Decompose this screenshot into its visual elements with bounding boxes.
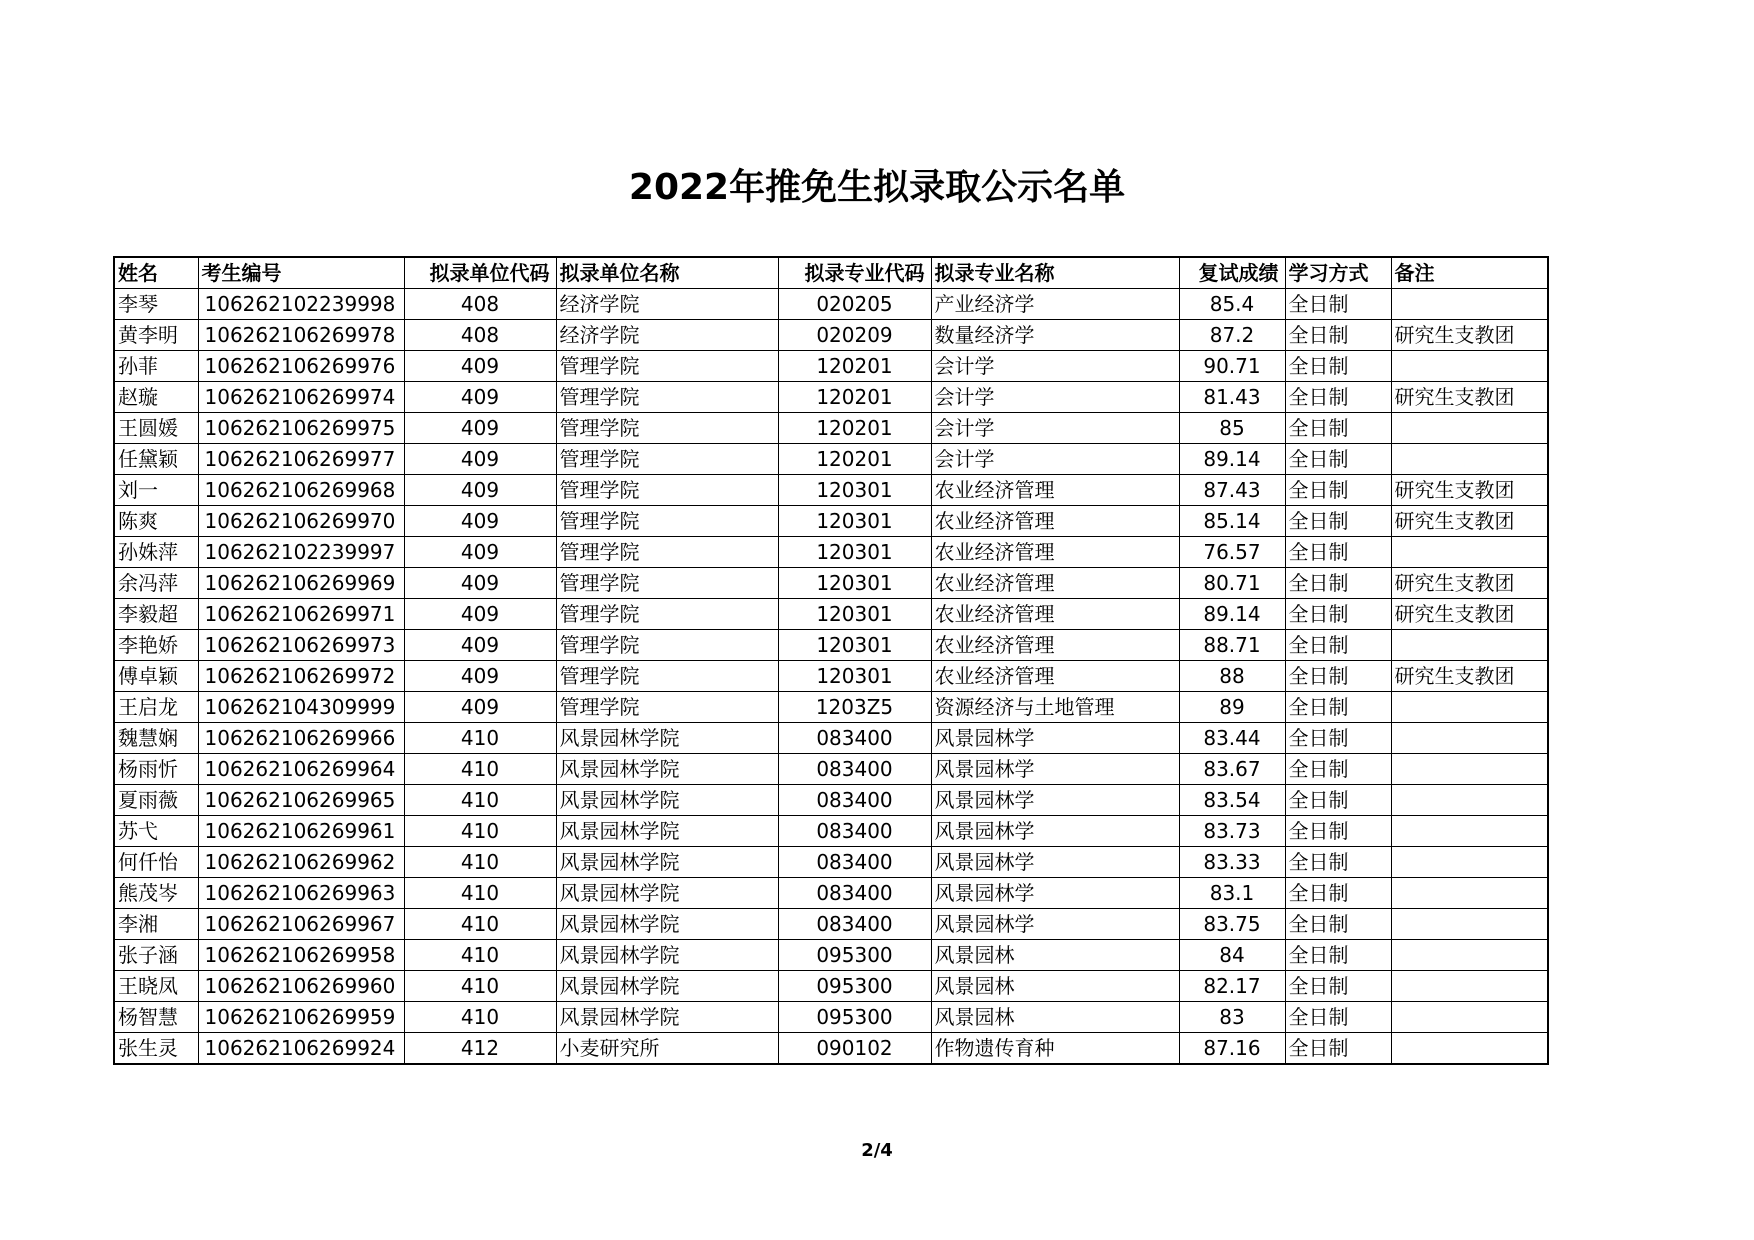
table-row	[114, 785, 1548, 816]
cell-unit-name: 管理学院	[556, 537, 778, 568]
cell-name: 王圆媛	[114, 413, 198, 444]
cell-major-code: 083400	[778, 847, 931, 878]
cell-major-name: 风景园林	[931, 1002, 1179, 1033]
cell-name: 李湘	[114, 909, 198, 940]
cell-name: 杨智慧	[114, 1002, 198, 1033]
cell-candidate-id: 106262106269975	[198, 413, 404, 444]
cell-major-name: 风景园林	[931, 971, 1179, 1002]
cell-retest-score: 88.71	[1179, 630, 1285, 661]
cell-unit-code: 410	[404, 940, 556, 971]
cell-unit-name: 经济学院	[556, 320, 778, 351]
cell-major-code: 120301	[778, 537, 931, 568]
cell-name: 孙菲	[114, 351, 198, 382]
cell-unit-code: 409	[404, 537, 556, 568]
cell-study-mode: 全日制	[1285, 444, 1391, 475]
cell-remarks	[1391, 785, 1548, 816]
cell-major-name: 风景园林学	[931, 754, 1179, 785]
cell-remarks	[1391, 537, 1548, 568]
cell-remarks	[1391, 816, 1548, 847]
cell-retest-score: 76.57	[1179, 537, 1285, 568]
cell-unit-code: 408	[404, 320, 556, 351]
cell-retest-score: 90.71	[1179, 351, 1285, 382]
table-row	[114, 630, 1548, 661]
cell-major-name: 农业经济管理	[931, 506, 1179, 537]
cell-retest-score: 83.1	[1179, 878, 1285, 909]
cell-name: 余冯萍	[114, 568, 198, 599]
cell-name: 李毅超	[114, 599, 198, 630]
cell-unit-name: 管理学院	[556, 444, 778, 475]
cell-unit-code: 409	[404, 692, 556, 723]
cell-unit-code: 409	[404, 413, 556, 444]
cell-name: 张子涵	[114, 940, 198, 971]
cell-candidate-id: 106262104309999	[198, 692, 404, 723]
cell-unit-code: 410	[404, 1002, 556, 1033]
cell-study-mode: 全日制	[1285, 878, 1391, 909]
cell-unit-name: 风景园林学院	[556, 940, 778, 971]
cell-major-code: 120201	[778, 351, 931, 382]
table-header-row	[114, 257, 1548, 289]
cell-study-mode: 全日制	[1285, 754, 1391, 785]
cell-candidate-id: 106262106269968	[198, 475, 404, 506]
cell-name: 熊茂岑	[114, 878, 198, 909]
cell-name: 任黛颖	[114, 444, 198, 475]
cell-remarks	[1391, 909, 1548, 940]
cell-unit-name: 管理学院	[556, 382, 778, 413]
table-row	[114, 909, 1548, 940]
cell-unit-name: 风景园林学院	[556, 754, 778, 785]
cell-unit-name: 管理学院	[556, 599, 778, 630]
cell-unit-code: 409	[404, 506, 556, 537]
cell-unit-code: 410	[404, 878, 556, 909]
cell-study-mode: 全日制	[1285, 289, 1391, 320]
cell-unit-name: 风景园林学院	[556, 909, 778, 940]
cell-candidate-id: 106262106269976	[198, 351, 404, 382]
cell-unit-code: 408	[404, 289, 556, 320]
cell-study-mode: 全日制	[1285, 630, 1391, 661]
table-row	[114, 568, 1548, 599]
table-row	[114, 940, 1548, 971]
table-body	[114, 289, 1548, 1065]
cell-remarks	[1391, 630, 1548, 661]
cell-major-code: 083400	[778, 816, 931, 847]
cell-remarks	[1391, 1002, 1548, 1033]
cell-unit-name: 管理学院	[556, 692, 778, 723]
cell-name: 夏雨薇	[114, 785, 198, 816]
cell-remarks	[1391, 847, 1548, 878]
cell-remarks	[1391, 351, 1548, 382]
cell-unit-code: 410	[404, 971, 556, 1002]
cell-retest-score: 87.43	[1179, 475, 1285, 506]
cell-major-name: 产业经济学	[931, 289, 1179, 320]
table-row	[114, 723, 1548, 754]
cell-candidate-id: 106262106269964	[198, 754, 404, 785]
cell-remarks	[1391, 940, 1548, 971]
cell-name: 王晓凤	[114, 971, 198, 1002]
cell-study-mode: 全日制	[1285, 382, 1391, 413]
table-row	[114, 444, 1548, 475]
cell-unit-name: 管理学院	[556, 413, 778, 444]
cell-unit-name: 管理学院	[556, 661, 778, 692]
cell-major-name: 风景园林学	[931, 816, 1179, 847]
cell-major-name: 风景园林学	[931, 723, 1179, 754]
cell-major-code: 095300	[778, 1002, 931, 1033]
cell-major-code: 120301	[778, 475, 931, 506]
cell-retest-score: 83.75	[1179, 909, 1285, 940]
header-major-code: 拟录专业代码	[778, 257, 931, 289]
cell-candidate-id: 106262106269967	[198, 909, 404, 940]
cell-study-mode: 全日制	[1285, 692, 1391, 723]
header-major-name: 拟录专业名称	[931, 257, 1179, 289]
cell-unit-name: 小麦研究所	[556, 1033, 778, 1065]
cell-name: 何仟怡	[114, 847, 198, 878]
cell-unit-name: 管理学院	[556, 506, 778, 537]
cell-remarks	[1391, 971, 1548, 1002]
cell-unit-name: 风景园林学院	[556, 816, 778, 847]
cell-name: 魏慧娴	[114, 723, 198, 754]
table-row	[114, 816, 1548, 847]
cell-major-name: 农业经济管理	[931, 630, 1179, 661]
cell-unit-code: 409	[404, 661, 556, 692]
cell-candidate-id: 106262106269970	[198, 506, 404, 537]
header-name: 姓名	[114, 257, 198, 289]
cell-unit-name: 风景园林学院	[556, 971, 778, 1002]
cell-major-code: 083400	[778, 754, 931, 785]
cell-remarks	[1391, 289, 1548, 320]
cell-retest-score: 80.71	[1179, 568, 1285, 599]
table-row	[114, 506, 1548, 537]
cell-remarks	[1391, 723, 1548, 754]
cell-major-code: 083400	[778, 878, 931, 909]
cell-name: 李琴	[114, 289, 198, 320]
cell-study-mode: 全日制	[1285, 661, 1391, 692]
cell-name: 傅卓颖	[114, 661, 198, 692]
cell-retest-score: 83.73	[1179, 816, 1285, 847]
cell-major-name: 农业经济管理	[931, 568, 1179, 599]
cell-unit-code: 410	[404, 847, 556, 878]
cell-unit-code: 412	[404, 1033, 556, 1065]
cell-unit-name: 风景园林学院	[556, 878, 778, 909]
cell-major-name: 风景园林学	[931, 785, 1179, 816]
cell-candidate-id: 106262106269971	[198, 599, 404, 630]
cell-major-name: 风景园林	[931, 940, 1179, 971]
cell-major-name: 资源经济与土地管理	[931, 692, 1179, 723]
table-row	[114, 475, 1548, 506]
cell-remarks	[1391, 413, 1548, 444]
cell-unit-code: 409	[404, 599, 556, 630]
cell-unit-code: 410	[404, 723, 556, 754]
header-study-mode: 学习方式	[1285, 257, 1391, 289]
cell-study-mode: 全日制	[1285, 506, 1391, 537]
cell-major-name: 风景园林学	[931, 909, 1179, 940]
page-number: 2/4	[861, 1140, 893, 1161]
cell-study-mode: 全日制	[1285, 940, 1391, 971]
table-row	[114, 351, 1548, 382]
cell-major-code: 120301	[778, 506, 931, 537]
cell-name: 苏弋	[114, 816, 198, 847]
cell-major-name: 数量经济学	[931, 320, 1179, 351]
cell-retest-score: 87.16	[1179, 1033, 1285, 1065]
cell-name: 王启龙	[114, 692, 198, 723]
cell-retest-score: 85.4	[1179, 289, 1285, 320]
table-row	[114, 1033, 1548, 1065]
cell-study-mode: 全日制	[1285, 847, 1391, 878]
cell-remarks	[1391, 754, 1548, 785]
table-row	[114, 413, 1548, 444]
cell-candidate-id: 106262106269978	[198, 320, 404, 351]
cell-remarks	[1391, 444, 1548, 475]
cell-retest-score: 89.14	[1179, 444, 1285, 475]
cell-major-code: 120301	[778, 568, 931, 599]
cell-major-code: 120301	[778, 630, 931, 661]
cell-study-mode: 全日制	[1285, 568, 1391, 599]
cell-remarks: 研究生支教团	[1391, 599, 1548, 630]
cell-unit-code: 410	[404, 816, 556, 847]
cell-name: 陈爽	[114, 506, 198, 537]
cell-unit-code: 409	[404, 382, 556, 413]
cell-candidate-id: 106262106269972	[198, 661, 404, 692]
cell-retest-score: 83	[1179, 1002, 1285, 1033]
cell-candidate-id: 106262106269974	[198, 382, 404, 413]
cell-candidate-id: 106262106269977	[198, 444, 404, 475]
cell-unit-code: 409	[404, 351, 556, 382]
cell-name: 赵璇	[114, 382, 198, 413]
cell-unit-code: 410	[404, 754, 556, 785]
table-row	[114, 320, 1548, 351]
cell-retest-score: 87.2	[1179, 320, 1285, 351]
cell-major-code: 083400	[778, 909, 931, 940]
cell-name: 杨雨忻	[114, 754, 198, 785]
cell-name: 孙姝萍	[114, 537, 198, 568]
table-row	[114, 971, 1548, 1002]
cell-major-code: 095300	[778, 971, 931, 1002]
page-title: 2022年推免生拟录取公示名单	[628, 167, 1126, 208]
cell-major-code: 120301	[778, 599, 931, 630]
cell-major-code: 090102	[778, 1033, 931, 1065]
cell-study-mode: 全日制	[1285, 909, 1391, 940]
table-row	[114, 847, 1548, 878]
cell-study-mode: 全日制	[1285, 1033, 1391, 1065]
cell-candidate-id: 106262106269969	[198, 568, 404, 599]
cell-major-code: 120201	[778, 413, 931, 444]
cell-remarks: 研究生支教团	[1391, 568, 1548, 599]
cell-retest-score: 89.14	[1179, 599, 1285, 630]
cell-unit-name: 管理学院	[556, 568, 778, 599]
cell-remarks: 研究生支教团	[1391, 475, 1548, 506]
cell-unit-code: 409	[404, 444, 556, 475]
cell-candidate-id: 106262106269963	[198, 878, 404, 909]
cell-study-mode: 全日制	[1285, 475, 1391, 506]
cell-major-name: 会计学	[931, 351, 1179, 382]
cell-remarks: 研究生支教团	[1391, 661, 1548, 692]
cell-major-name: 农业经济管理	[931, 537, 1179, 568]
cell-unit-name: 管理学院	[556, 475, 778, 506]
table-row	[114, 537, 1548, 568]
table-row	[114, 661, 1548, 692]
cell-major-name: 农业经济管理	[931, 599, 1179, 630]
cell-name: 李艳娇	[114, 630, 198, 661]
cell-study-mode: 全日制	[1285, 413, 1391, 444]
cell-unit-name: 管理学院	[556, 630, 778, 661]
cell-major-code: 020209	[778, 320, 931, 351]
cell-remarks: 研究生支教团	[1391, 506, 1548, 537]
cell-name: 刘一	[114, 475, 198, 506]
cell-retest-score: 81.43	[1179, 382, 1285, 413]
cell-major-name: 会计学	[931, 382, 1179, 413]
header-remarks: 备注	[1391, 257, 1548, 289]
table-row	[114, 878, 1548, 909]
cell-unit-code: 409	[404, 630, 556, 661]
cell-retest-score: 83.67	[1179, 754, 1285, 785]
cell-major-code: 083400	[778, 785, 931, 816]
cell-unit-name: 风景园林学院	[556, 847, 778, 878]
cell-study-mode: 全日制	[1285, 723, 1391, 754]
cell-candidate-id: 106262106269962	[198, 847, 404, 878]
cell-name: 张生灵	[114, 1033, 198, 1065]
cell-major-code: 083400	[778, 723, 931, 754]
table-row	[114, 289, 1548, 320]
cell-major-code: 095300	[778, 940, 931, 971]
cell-retest-score: 83.54	[1179, 785, 1285, 816]
cell-candidate-id: 106262106269959	[198, 1002, 404, 1033]
cell-candidate-id: 106262106269965	[198, 785, 404, 816]
cell-major-name: 农业经济管理	[931, 661, 1179, 692]
cell-unit-name: 风景园林学院	[556, 723, 778, 754]
cell-candidate-id: 106262106269966	[198, 723, 404, 754]
cell-major-code: 120201	[778, 444, 931, 475]
header-unit-code: 拟录单位代码	[404, 257, 556, 289]
header-candidate-id: 考生编号	[198, 257, 404, 289]
cell-candidate-id: 106262106269924	[198, 1033, 404, 1065]
header-retest-score: 复试成绩	[1179, 257, 1285, 289]
cell-unit-code: 410	[404, 909, 556, 940]
cell-major-name: 会计学	[931, 444, 1179, 475]
cell-retest-score: 85	[1179, 413, 1285, 444]
table-row	[114, 692, 1548, 723]
cell-unit-code: 409	[404, 568, 556, 599]
cell-remarks	[1391, 1033, 1548, 1065]
cell-retest-score: 88	[1179, 661, 1285, 692]
cell-candidate-id: 106262106269958	[198, 940, 404, 971]
cell-major-code: 1203Z5	[778, 692, 931, 723]
cell-major-code: 120201	[778, 382, 931, 413]
cell-unit-name: 风景园林学院	[556, 785, 778, 816]
cell-retest-score: 83.44	[1179, 723, 1285, 754]
cell-study-mode: 全日制	[1285, 537, 1391, 568]
cell-study-mode: 全日制	[1285, 320, 1391, 351]
table-row	[114, 599, 1548, 630]
admission-table	[113, 256, 1549, 1065]
table-row	[114, 382, 1548, 413]
cell-study-mode: 全日制	[1285, 1002, 1391, 1033]
cell-remarks	[1391, 692, 1548, 723]
cell-remarks: 研究生支教团	[1391, 382, 1548, 413]
cell-major-name: 农业经济管理	[931, 475, 1179, 506]
cell-unit-code: 410	[404, 785, 556, 816]
cell-retest-score: 89	[1179, 692, 1285, 723]
cell-remarks: 研究生支教团	[1391, 320, 1548, 351]
cell-study-mode: 全日制	[1285, 816, 1391, 847]
cell-retest-score: 83.33	[1179, 847, 1285, 878]
table-row	[114, 754, 1548, 785]
cell-major-code: 120301	[778, 661, 931, 692]
cell-major-name: 作物遗传育种	[931, 1033, 1179, 1065]
cell-major-name: 风景园林学	[931, 847, 1179, 878]
cell-candidate-id: 106262106269973	[198, 630, 404, 661]
cell-candidate-id: 106262106269960	[198, 971, 404, 1002]
cell-retest-score: 84	[1179, 940, 1285, 971]
cell-study-mode: 全日制	[1285, 971, 1391, 1002]
header-unit-name: 拟录单位名称	[556, 257, 778, 289]
cell-retest-score: 85.14	[1179, 506, 1285, 537]
cell-candidate-id: 106262102239998	[198, 289, 404, 320]
cell-major-code: 020205	[778, 289, 931, 320]
cell-study-mode: 全日制	[1285, 785, 1391, 816]
cell-study-mode: 全日制	[1285, 351, 1391, 382]
cell-retest-score: 82.17	[1179, 971, 1285, 1002]
cell-name: 黄李明	[114, 320, 198, 351]
cell-unit-name: 管理学院	[556, 351, 778, 382]
cell-major-name: 风景园林学	[931, 878, 1179, 909]
cell-major-name: 会计学	[931, 413, 1179, 444]
cell-candidate-id: 106262102239997	[198, 537, 404, 568]
cell-unit-name: 风景园林学院	[556, 1002, 778, 1033]
table-row	[114, 1002, 1548, 1033]
cell-study-mode: 全日制	[1285, 599, 1391, 630]
cell-candidate-id: 106262106269961	[198, 816, 404, 847]
cell-remarks	[1391, 878, 1548, 909]
cell-unit-code: 409	[404, 475, 556, 506]
cell-unit-name: 经济学院	[556, 289, 778, 320]
